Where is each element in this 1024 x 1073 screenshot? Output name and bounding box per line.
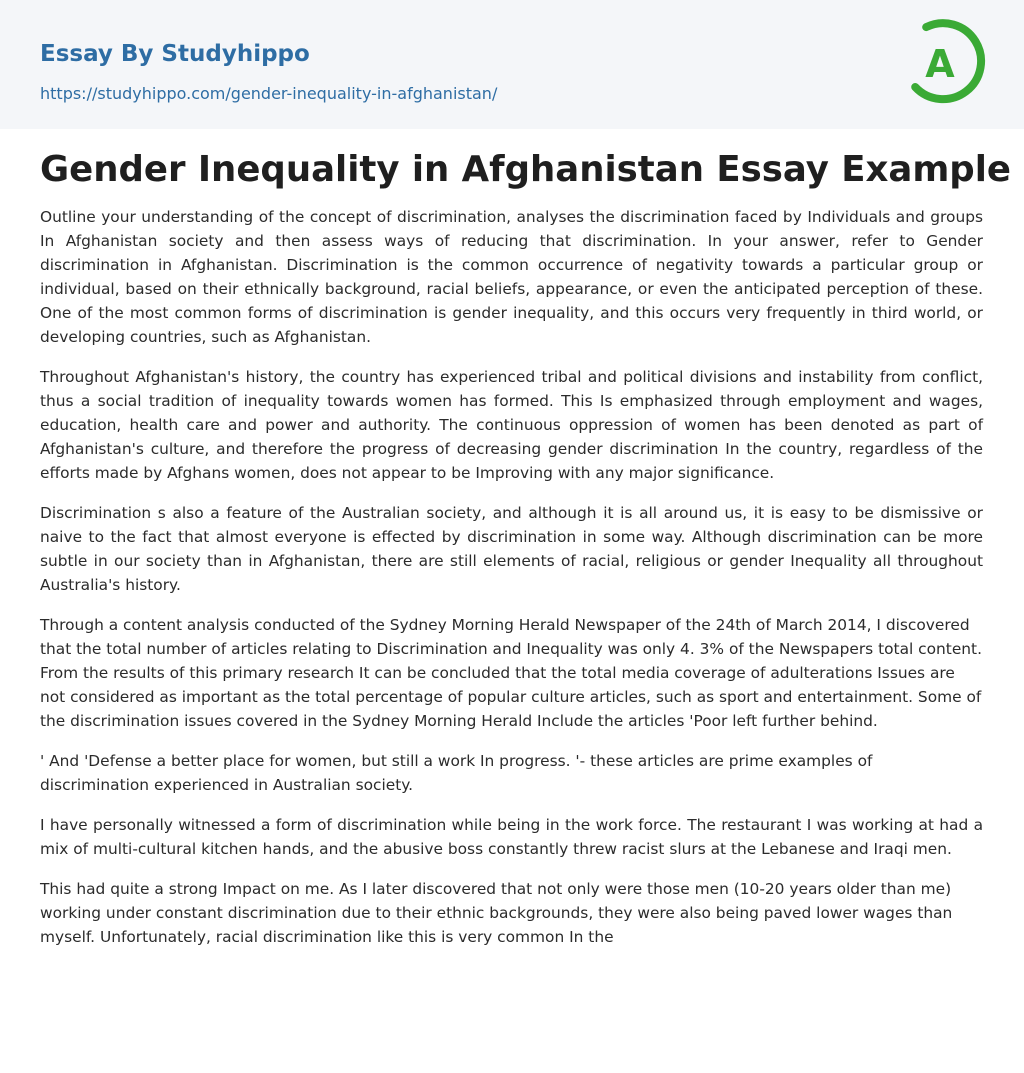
logo-ring-icon	[908, 18, 988, 106]
essay-paragraph: Discrimination s also a feature of the Australian society, and although it is all around us, it is easy to be dismissive or naive to the fact that almost everyone is effected by discrimination in some way. Although discrimination can be more subtle in our society than in Afghanistan, there are still elements of racial, religious or gender Inequality all throughout Australia's history.	[40, 504, 983, 594]
essay-paragraph: I have personally witnessed a form of discrimination while being in the work force. The restaurant I was working at had a mix of multi-cultural kitchen hands, and the abusive boss constantly threw racist slurs at the Lebanese and Iraqi men.	[40, 816, 983, 858]
essay-paragraph: Outline your understanding of the concept of discrimination, analyses the discrimination faced by Individuals and groups In Afghanistan society and then assess ways of reducing that discrimination. In your answer, refer to Gender discrimination in Afghanistan. Discrimination is the common occurrence of negativity towards a particular group or individual, based on their ethnically background, racial beliefs, appearance, or even the anticipated perception of these. One of the most common forms of discrimination is gender inequality, and this occurs very frequently in third world, or developing countries, such as Afghanistan.	[40, 208, 983, 346]
studyhippo-logo[interactable]	[908, 18, 988, 106]
logo-letter: A	[925, 42, 955, 86]
essay-paragraph: Throughout Afghanistan's history, the country has experienced tribal and political divisions and instability from conflict, thus a social tradition of inequality towards women has formed. This Is emphasized through employment and wages, education, health care and power and authority. The continuous oppression of women has been denoted as part of Afghanistan's culture, and therefore the progress of decreasing gender discrimination In the country, regardless of the efforts made by Afghans women, does not appear to be Improving with any major significance.	[40, 368, 983, 482]
essay-title: Gender Inequality in Afghanistan Essay Example	[40, 149, 1011, 190]
essay-paragraph: ' And 'Defense a better place for women, but still a work In progress. '- these articles are prime examples of discrimination experienced in Australian society.	[40, 752, 873, 794]
essay-url-link[interactable]: https://studyhippo.com/gender-inequality-in-afghanistan/	[40, 84, 498, 103]
essay-paragraph: This had quite a strong Impact on me. As I later discovered that not only were those men (10-20 years older than me) working under constant discrimination due to their ethnic backgrounds, they were also being paved lower wages than myself. Unfortunately, racial discrimination like this is very common In the	[40, 880, 953, 946]
site-header	[0, 0, 1024, 129]
brand-title: Essay By Studyhippo	[40, 41, 310, 67]
essay-paragraph: Through a content analysis conducted of the Sydney Morning Herald Newspaper of the 24th of March 2014, I discovered that the total number of articles relating to Discrimination and Inequality was only 4. 3% of the Newspapers total content. From the results of this primary research It can be concluded that the total media coverage of adulterations Issues are not considered as important as the total percentage of popular culture articles, such as sport and entertainment. Some of the discrimination issues covered in the Sydney Morning Herald Include the articles 'Poor left further behind.	[40, 616, 982, 730]
essay-content	[0, 129, 1024, 949]
